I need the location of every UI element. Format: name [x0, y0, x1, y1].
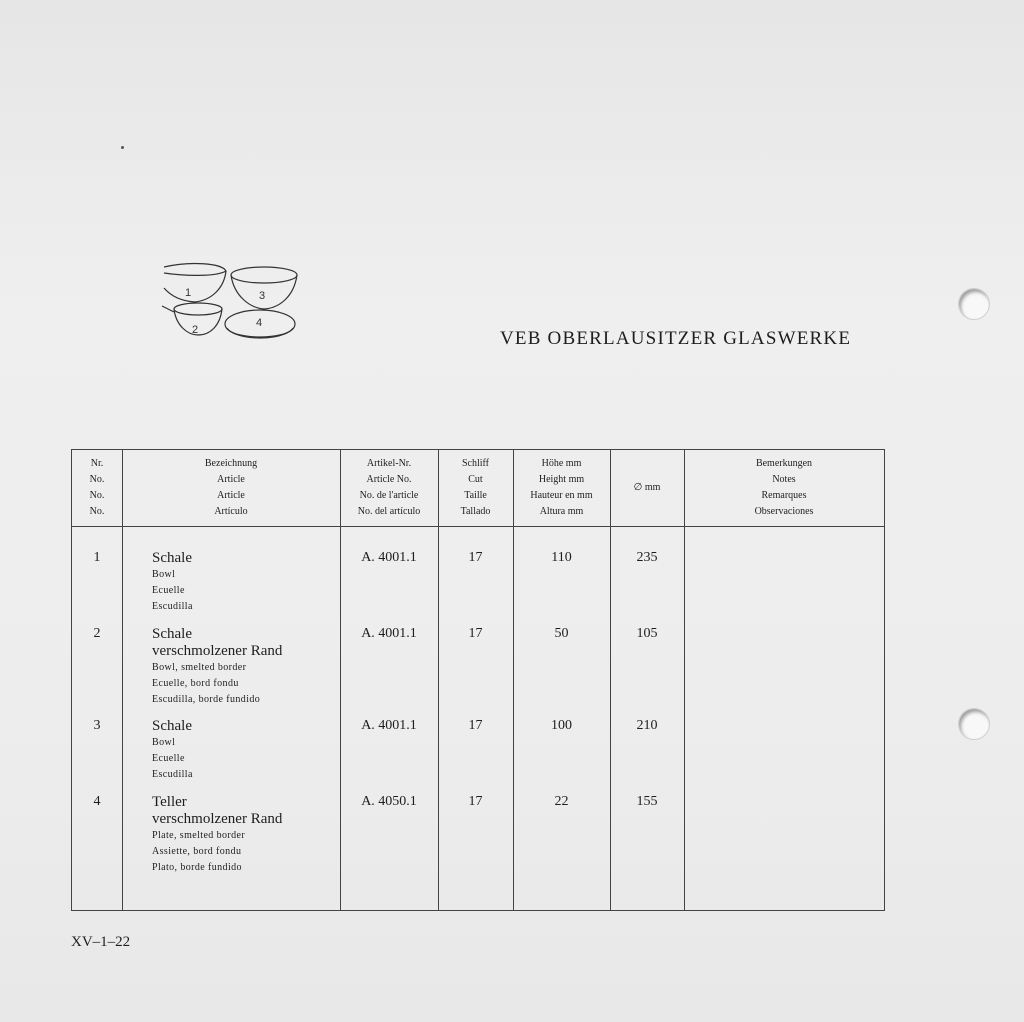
- header-cell-nr: [72, 450, 122, 526]
- height-cell: 22: [554, 794, 569, 809]
- article-name-translation: Bowl, smelted border: [152, 662, 247, 673]
- header-line: Notes: [772, 474, 796, 485]
- header-line: Article: [217, 490, 245, 501]
- cut-cell: 17: [468, 550, 483, 565]
- header-line: No.: [89, 474, 105, 485]
- header-cell-diameter: [610, 450, 684, 526]
- bowl-2-stroke: [162, 306, 174, 312]
- nr-cell: 3: [93, 718, 101, 733]
- article-name-translation: Ecuelle: [152, 585, 185, 596]
- header-line: Schliff: [461, 458, 490, 469]
- header-line: Height mm: [538, 474, 585, 485]
- article-name-translation: Ecuelle: [152, 753, 185, 764]
- header-line: Article: [217, 474, 245, 485]
- product-table: [71, 449, 885, 911]
- article-name-translation: Escudilla: [152, 601, 193, 612]
- paper-speck: [121, 146, 124, 149]
- bowl-3-rim: [231, 267, 297, 283]
- header-line: Hauteur en mm: [530, 490, 593, 501]
- cut-cell: 17: [468, 626, 483, 641]
- header-line: Nr.: [90, 458, 104, 469]
- header-cell-cut: [438, 450, 513, 526]
- nr-cell: 4: [93, 794, 101, 809]
- cut-cell: 17: [468, 794, 483, 809]
- diameter-cell: 155: [636, 794, 658, 809]
- header-line: No. del artículo: [357, 506, 421, 517]
- article-name-translation: Bowl: [152, 737, 176, 748]
- header-cell-name: [122, 450, 340, 526]
- height-cell: 100: [551, 718, 572, 733]
- article-name-translation: Bowl: [152, 569, 176, 580]
- header-line: Observaciones: [754, 506, 814, 517]
- header-line: Article No.: [366, 474, 412, 485]
- diameter-cell: 105: [636, 626, 658, 641]
- punch-hole-top: [958, 288, 990, 320]
- header-divider: [72, 526, 884, 527]
- article-name-cell: [152, 718, 336, 783]
- bowl-1-rim: [164, 264, 226, 276]
- diameter-cell: 210: [636, 718, 658, 733]
- article-name-cell: [152, 794, 336, 876]
- article-name-de: Schale: [152, 718, 192, 734]
- article-name-translation: Plate, smelted border: [152, 830, 246, 841]
- article-name-de: Teller: [152, 794, 187, 810]
- glassware-illustration: [160, 262, 305, 350]
- height-cell: 110: [551, 550, 572, 565]
- header-line: Bezeichnung: [204, 458, 258, 469]
- header-line: Taille: [464, 490, 487, 501]
- header-line: No. de l'article: [359, 490, 419, 501]
- illustration-label-2: 2: [192, 324, 199, 336]
- plate-4-base: [227, 328, 293, 337]
- cut-cell: 17: [468, 718, 483, 733]
- height-cell: 50: [554, 626, 569, 641]
- header-line: Höhe mm: [541, 458, 582, 469]
- article-name-translation: Escudilla: [152, 769, 193, 780]
- header-line: Artikel-Nr.: [366, 458, 412, 469]
- header-line: Altura mm: [539, 506, 584, 517]
- article-name-de: verschmolzener Rand: [152, 643, 283, 659]
- article-name-cell: [152, 626, 336, 708]
- article-name-translation: Escudilla, borde fundido: [152, 694, 261, 705]
- header-line: Bemerkungen: [755, 458, 813, 469]
- illustration-label-1: 1: [185, 287, 192, 299]
- article-no-cell: A. 4001.1: [361, 550, 417, 565]
- diameter-cell: 235: [636, 550, 658, 565]
- bowl-2-rim: [174, 303, 222, 315]
- header-line: Remarques: [761, 490, 807, 501]
- illustration-label-4: 4: [256, 317, 263, 329]
- header-line: ∅ mm: [633, 482, 661, 493]
- header-cell-notes: [684, 450, 884, 526]
- header-line: Cut: [468, 474, 483, 485]
- nr-cell: 1: [93, 550, 101, 565]
- header-line: Artículo: [214, 506, 248, 517]
- header-line: No.: [89, 490, 105, 501]
- article-name-translation: Assiette, bord fondu: [152, 846, 242, 857]
- article-name-translation: Plato, borde fundido: [152, 862, 242, 873]
- article-no-cell: A. 4050.1: [361, 794, 417, 809]
- illustration-label-3: 3: [259, 290, 266, 302]
- header-cell-height: [513, 450, 610, 526]
- punch-hole-bottom: [958, 708, 990, 740]
- page-number: XV–1–22: [71, 934, 131, 950]
- article-name-de: Schale: [152, 550, 192, 566]
- nr-cell: 2: [93, 626, 101, 641]
- article-no-cell: A. 4001.1: [361, 626, 417, 641]
- article-name-de: verschmolzener Rand: [152, 811, 283, 827]
- header-line: Tallado: [460, 506, 491, 517]
- article-name-cell: [152, 550, 336, 615]
- article-name-de: Schale: [152, 626, 192, 642]
- header-cell-article-no: [340, 450, 438, 526]
- company-title: VEB OBERLAUSITZER GLASWERKE: [500, 328, 852, 349]
- article-no-cell: A. 4001.1: [361, 718, 417, 733]
- article-name-translation: Ecuelle, bord fondu: [152, 678, 239, 689]
- header-line: No.: [89, 506, 105, 517]
